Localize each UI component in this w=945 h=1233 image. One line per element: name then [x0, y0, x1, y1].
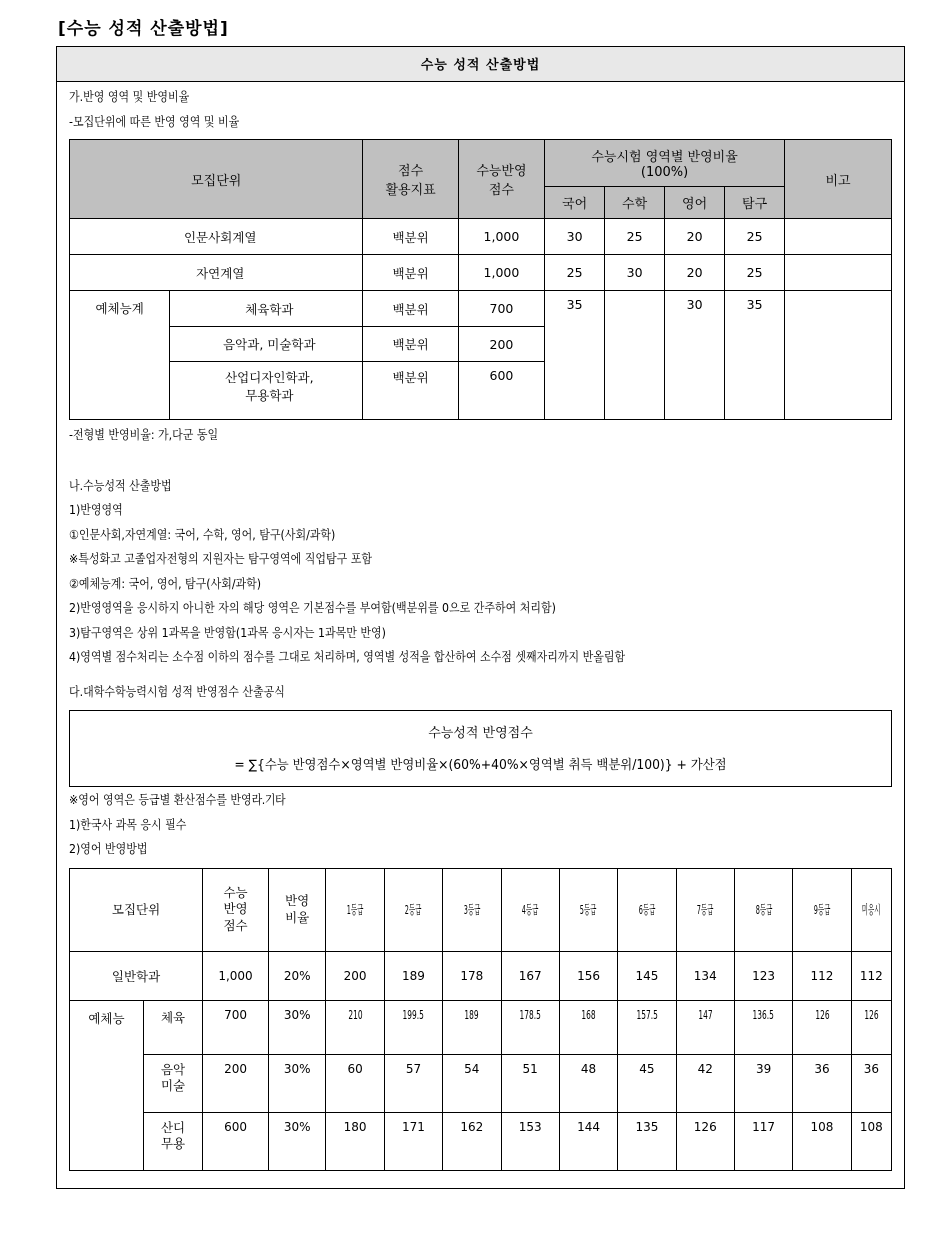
- table-row: [70, 951, 892, 1000]
- reflection-ratio-table: [69, 139, 892, 420]
- cell-index: 백분위: [363, 291, 458, 327]
- section-b-item-6: 3)탐구영역은 상위 1과목을 반영함(1과목 응시자는 1과목만 반영): [69, 624, 386, 640]
- formula-body: = ∑{수능 반영점수×영역별 반영비율×(60%+40%×영역별 취득 백분위/100)} + 가산점: [234, 758, 727, 773]
- cell-grade-7: 147: [676, 1000, 734, 1054]
- cell-grade-6: 45: [618, 1054, 676, 1112]
- frame-body: [57, 82, 904, 1188]
- cell-unit-sub: 음악 미술: [143, 1054, 202, 1112]
- th-grade-4: 4등급: [501, 868, 559, 951]
- table-row: [70, 291, 892, 327]
- table1-header-row-1: [70, 140, 892, 187]
- th-grade-2: 2등급: [384, 868, 442, 951]
- cell-grade-9: 112: [793, 951, 851, 1000]
- cell-grade-6: 157.5: [618, 1000, 676, 1054]
- cell-score: 1,000: [458, 255, 544, 291]
- cell-ratio-inquiry: 25: [725, 255, 785, 291]
- cell-ratio-inquiry: 35: [725, 291, 785, 420]
- section-b-item-2: ①인문사회,자연계열: 국어, 수학, 영어, 탐구(사회/과학): [69, 526, 336, 542]
- cell-grade-3: 189: [443, 1000, 501, 1054]
- cell-grade-9: 126: [793, 1000, 851, 1054]
- cell-grade-1: 200: [326, 951, 384, 1000]
- section-c-heading: 다.대학수학능력시험 성적 반영점수 산출공식: [69, 683, 285, 699]
- th-grade-6: 6등급: [618, 868, 676, 951]
- cell-score: 200: [458, 327, 544, 362]
- cell-unit-sub: 체육: [143, 1000, 202, 1054]
- cell-score: 200: [203, 1054, 269, 1112]
- cell-grade-none: 126: [851, 1000, 891, 1054]
- cell-index: 백분위: [363, 219, 458, 255]
- th-grade-9: 9등급: [793, 868, 851, 951]
- cell-remark: [785, 255, 892, 291]
- table-row: [70, 1000, 892, 1054]
- cell-grade-5: 156: [559, 951, 617, 1000]
- cell-index: 백분위: [363, 327, 458, 362]
- cell-unit: 인문사회계열: [70, 219, 363, 255]
- th-subject-math: 수학: [605, 187, 665, 219]
- section-b-heading: 나.수능성적 산출방법: [69, 477, 172, 493]
- cell-grade-2: 57: [384, 1054, 442, 1112]
- cell-grade-4: 153: [501, 1112, 559, 1170]
- cell-unit-sub: 산디 무용: [143, 1112, 202, 1170]
- table-row: [70, 255, 892, 291]
- cell-ratio: 30%: [268, 1112, 326, 1170]
- cell-grade-7: 134: [676, 951, 734, 1000]
- th-unit: 모집단위: [70, 140, 363, 219]
- banner-title: 수능 성적 산출방법: [57, 47, 904, 82]
- page-title: [수능 성적 산출방법]: [58, 19, 229, 39]
- spacer: [69, 454, 892, 480]
- cell-remark: [785, 291, 892, 420]
- cell-grade-1: 210: [326, 1000, 384, 1054]
- cell-grade-4: 167: [501, 951, 559, 1000]
- th-unit: 모집단위: [70, 868, 203, 951]
- cell-ratio: 30%: [268, 1054, 326, 1112]
- th-reflect-score: 수능 반영 점수: [203, 868, 269, 951]
- cell-unit-sub: 음악과, 미술학과: [170, 327, 363, 362]
- section-a-subheading: -모집단위에 따른 반영 영역 및 비율: [69, 113, 240, 129]
- formula-title: 수능성적 반영점수: [428, 726, 533, 741]
- cell-grade-8: 117: [734, 1112, 792, 1170]
- th-grade-3: 3등급: [443, 868, 501, 951]
- cell-grade-5: 168: [559, 1000, 617, 1054]
- cell-ratio-math: [605, 291, 665, 420]
- section-b-item-7: 4)영역별 점수처리는 소수점 이하의 점수를 그대로 처리하며, 영역별 성적을 합산하여 소수점 셋째자리까지 반올림함: [69, 649, 626, 664]
- cell-index: 백분위: [363, 255, 458, 291]
- cell-ratio-english: 30: [665, 291, 725, 420]
- th-subject-inquiry: 탐구: [725, 187, 785, 219]
- section-b-item-1: 1)반영영역: [69, 502, 123, 517]
- th-grade-none: 미응시: [851, 868, 891, 951]
- th-reflect-score: 수능반영 점수: [458, 140, 544, 219]
- cell-grade-5: 48: [559, 1054, 617, 1112]
- cell-score: 1,000: [458, 219, 544, 255]
- cell-grade-3: 178: [443, 951, 501, 1000]
- cell-index: 백분위: [363, 362, 458, 420]
- cell-ratio-korean: 35: [545, 291, 605, 420]
- cell-ratio-math: 25: [605, 219, 665, 255]
- cell-ratio-korean: 25: [545, 255, 605, 291]
- cell-score: 700: [203, 1000, 269, 1054]
- cell-grade-7: 126: [676, 1112, 734, 1170]
- cell-ratio-math: 30: [605, 255, 665, 291]
- table2-header-row: [70, 868, 892, 951]
- cell-unit: 자연계열: [70, 255, 363, 291]
- cell-grade-1: 60: [326, 1054, 384, 1112]
- cell-ratio-korean: 30: [545, 219, 605, 255]
- section-b-item-5: 2)반영영역을 응시하지 아니한 자의 해당 영역은 기본점수를 부여함(백분위를 0으로 간주하여 처리함): [69, 600, 556, 615]
- th-remark: 비고: [785, 140, 892, 219]
- th-grade-8: 8등급: [734, 868, 792, 951]
- th-grade-7: 7등급: [676, 868, 734, 951]
- section-a-heading: 가.반영 영역 및 반영비율: [69, 89, 190, 104]
- cell-unit: 일반학과: [70, 951, 203, 1000]
- cell-unit-sub: 체육학과: [170, 291, 363, 327]
- cell-remark: [785, 219, 892, 255]
- cell-grade-2: 199.5: [384, 1000, 442, 1054]
- cell-grade-8: 39: [734, 1054, 792, 1112]
- table-row: [70, 1054, 892, 1112]
- th-ratio: 반영 비율: [268, 868, 326, 951]
- cell-ratio: 20%: [268, 951, 326, 1000]
- cell-grade-7: 42: [676, 1054, 734, 1112]
- cell-score: 1,000: [203, 951, 269, 1000]
- formula-box: [69, 710, 892, 787]
- section-c-item-2: 2)영어 반영방법: [69, 841, 148, 856]
- cell-grade-1: 180: [326, 1112, 384, 1170]
- th-grade-1: 1등급: [326, 868, 384, 951]
- cell-grade-9: 108: [793, 1112, 851, 1170]
- cell-grade-4: 178.5: [501, 1000, 559, 1054]
- cell-grade-8: 136.5: [734, 1000, 792, 1054]
- cell-grade-6: 145: [618, 951, 676, 1000]
- cell-ratio-english: 20: [665, 219, 725, 255]
- cell-score: 600: [458, 362, 544, 420]
- section-b-item-4: ②예체능계: 국어, 영어, 탐구(사회/과학): [69, 575, 262, 591]
- cell-ratio-inquiry: 25: [725, 219, 785, 255]
- th-subject-korean: 국어: [545, 187, 605, 219]
- cell-grade-6: 135: [618, 1112, 676, 1170]
- cell-ratio-english: 20: [665, 255, 725, 291]
- cell-grade-9: 36: [793, 1054, 851, 1112]
- cell-grade-2: 189: [384, 951, 442, 1000]
- cell-grade-none: 112: [851, 951, 891, 1000]
- cell-grade-none: 36: [851, 1054, 891, 1112]
- cell-grade-4: 51: [501, 1054, 559, 1112]
- cell-ratio: 30%: [268, 1000, 326, 1054]
- cell-unit-sub: 산업디자인학과, 무용학과: [170, 362, 363, 420]
- th-score-index: 점수 활용지표: [363, 140, 458, 219]
- cell-grade-none: 108: [851, 1112, 891, 1170]
- section-c-item-1: 1)한국사 과목 응시 필수: [69, 816, 187, 832]
- th-subject-english: 영어: [665, 187, 725, 219]
- section-a-footnote: -전형별 반영비율: 가,다군 동일: [69, 427, 219, 442]
- cell-grade-8: 123: [734, 951, 792, 1000]
- cell-unit-group: 예체능: [70, 1000, 144, 1170]
- cell-grade-3: 54: [443, 1054, 501, 1112]
- english-conversion-table: [69, 868, 892, 1171]
- cell-unit-group: 예체능계: [70, 291, 170, 420]
- table-row: [70, 219, 892, 255]
- cell-score: 700: [458, 291, 544, 327]
- cell-grade-3: 162: [443, 1112, 501, 1170]
- cell-grade-5: 144: [559, 1112, 617, 1170]
- table-row: [70, 1112, 892, 1170]
- document-frame: [56, 46, 905, 1189]
- cell-score: 600: [203, 1112, 269, 1170]
- th-grade-5: 5등급: [559, 868, 617, 951]
- cell-grade-2: 171: [384, 1112, 442, 1170]
- section-b-item-3: ※특성화고 고졸업자전형의 지원자는 탐구영역에 직업탐구 포함: [69, 551, 372, 566]
- th-area-ratio: 수능시험 영역별 반영비율 (100%): [545, 140, 785, 187]
- section-c-note: ※영어 영역은 등급별 환산점수를 반영라.기타: [69, 792, 286, 807]
